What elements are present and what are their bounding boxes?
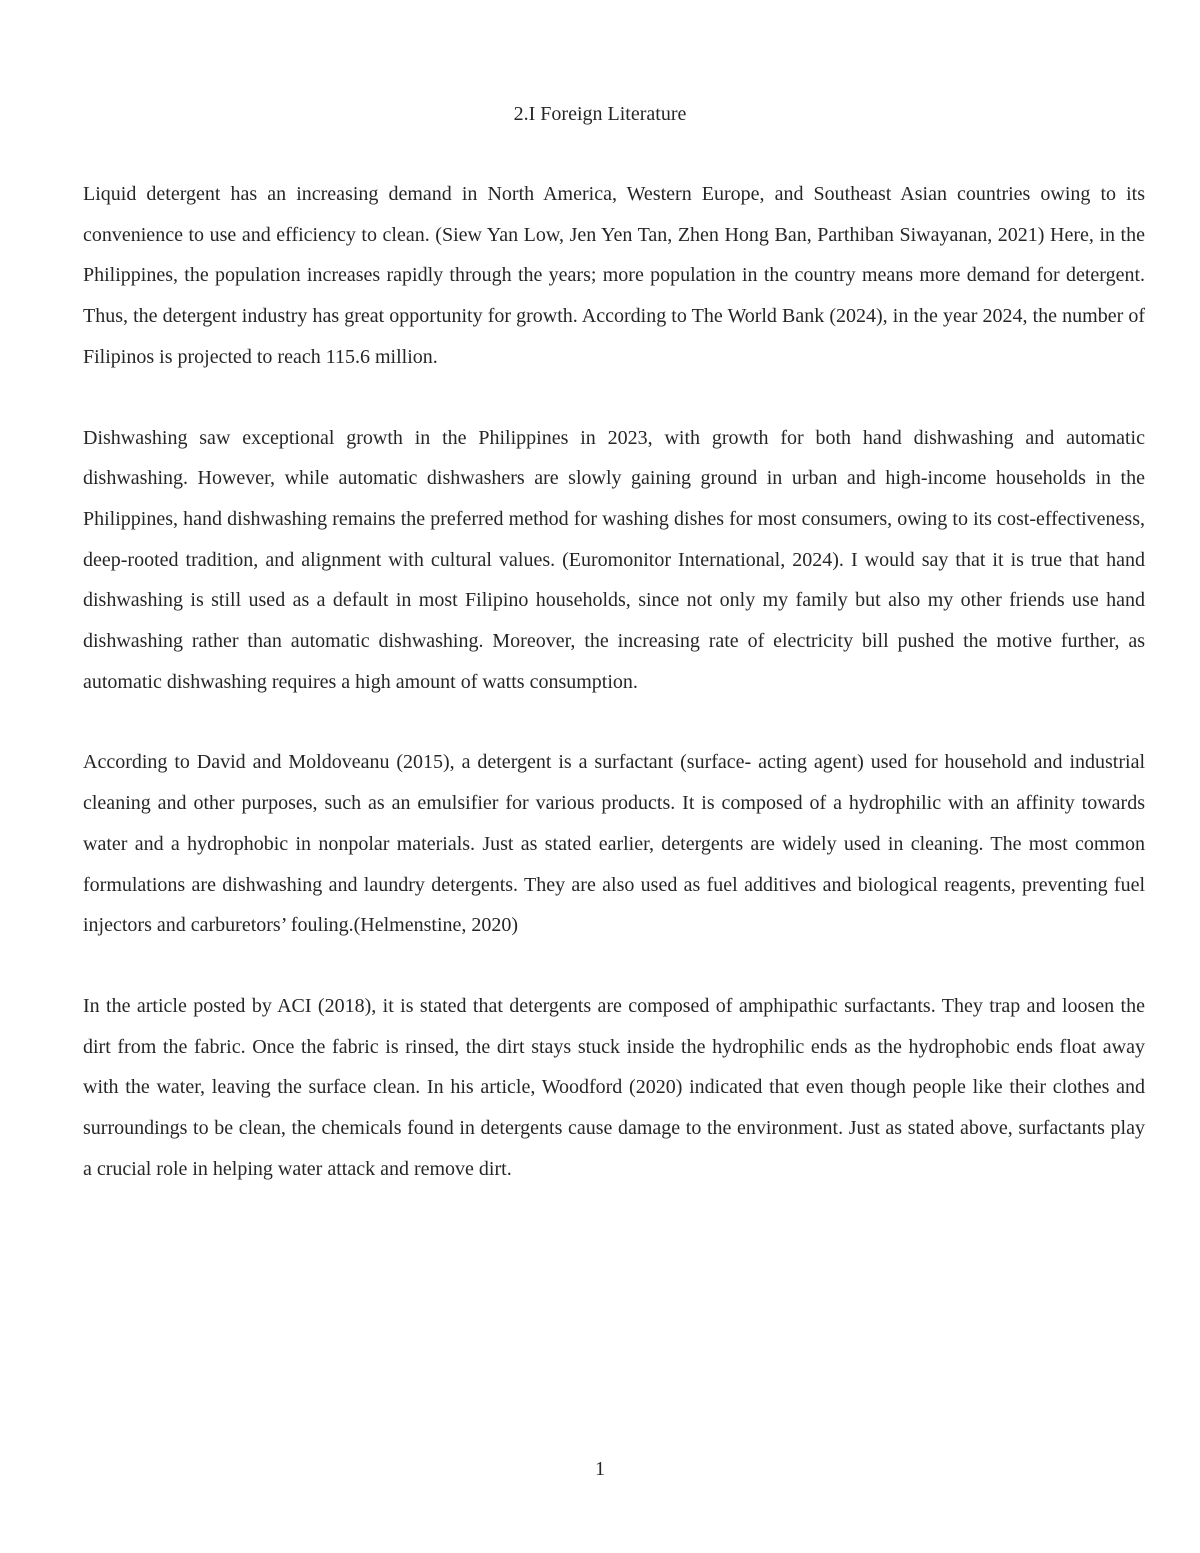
paragraph-detergent-definition: According to David and Moldoveanu (2015), a detergent is a surfactant (surface- acting agent) used for household and industrial cleaning and other purposes, such as an emulsifier for various products. It is composed of a hydrophilic with an affinity towards water and a hydrophobic in nonpolar materials. Just as stated earlier, detergents are widely used in cleaning. The most common formulations are dishwashing and laundry detergents. They are also used as fuel additives and biological reagents, preventing fuel injectors and carburetors’ fouling.(Helmenstine, 2020) bbox=[83, 751, 1145, 937]
section-heading: 2.I Foreign Literature bbox=[513, 103, 687, 125]
page-number: 1 bbox=[595, 1458, 605, 1480]
paragraph-liquid-detergent-demand: Liquid detergent has an increasing demand in North America, Western Europe, and Southeast Asian countries owing to its convenience to use and efficiency to clean. (Siew Yan Low, Jen Yen Tan, Zhen Hong Ban, Parthiban Siwayanan, 2021) Here, in the Philippines, the population increases rapidly through the years; more population in the country means more demand for detergent. Thus, the detergent industry has great opportunity for growth. According to The World Bank (2024), in the year 2024, the number of Filipinos is projected to reach 115.6 million. bbox=[83, 183, 1145, 368]
document-body bbox=[83, 174, 1145, 1229]
paragraph-dishwashing-growth: Dishwashing saw exceptional growth in the Philippines in 2023, with growth for both hand dishwashing and automatic dishwashing. However, while automatic dishwashers are slowly gaining ground in urban and high-income households in the Philippines, hand dishwashing remains the preferred method for washing dishes for most consumers, owing to its cost-effectiveness, deep-rooted tradition, and alignment with cultural values. (Euromonitor International, 2024). I would say that it is true that hand dishwashing is still used as a default in most Filipino households, since not only my family but also my other friends use hand dishwashing rather than automatic dishwashing. Moreover, the increasing rate of electricity bill pushed the motive further, as automatic dishwashing requires a high amount of watts consumption. bbox=[83, 426, 1145, 693]
paragraph-surfactants-environment: In the article posted by ACI (2018), it is stated that detergents are composed of amphipathic surfactants. They trap and loosen the dirt from the fabric. Once the fabric is rinsed, the dirt stays stuck inside the hydrophilic ends as the hydrophobic ends float away with the water, leaving the surface clean. In his article, Woodford (2020) indicated that even though people like their clothes and surroundings to be clean, the chemicals found in detergents cause damage to the environment. Just as stated above, surfactants play a crucial role in helping water attack and remove dirt. bbox=[83, 994, 1145, 1180]
